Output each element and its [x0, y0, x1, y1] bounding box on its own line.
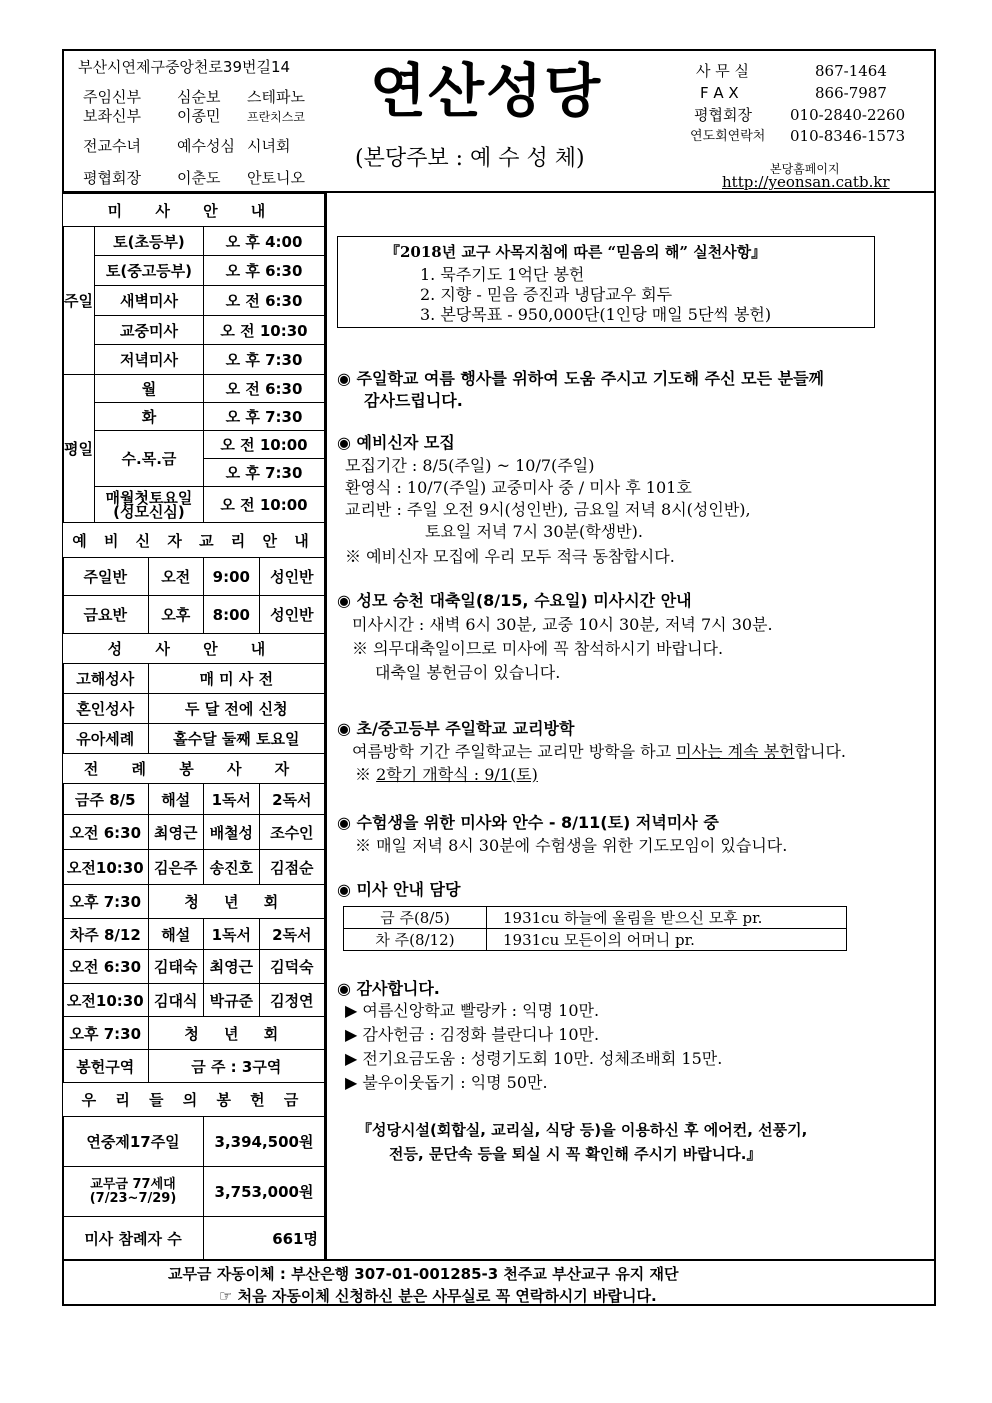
pastoral-title: 『2018년 교구 사목지침에 따른 “믿음의 해” 실천사항』 — [385, 243, 767, 261]
minister-cell: 청 년 회 — [148, 1017, 324, 1050]
minister-slot: 오전10:30 — [63, 984, 149, 1017]
minister-cell: 해설 — [148, 784, 203, 815]
staff-name: 이춘도 — [177, 169, 221, 187]
mass-guide-group: 1931cu 모든이의 어머니 pr. — [487, 929, 847, 951]
notice-vacation-line — [352, 743, 846, 761]
mass-name: 저녁미사 — [94, 345, 203, 375]
minister-cell: 김태숙 — [148, 950, 203, 984]
text-part: 여름방학 기간 주일학교는 교리만 방학을 하고 — [352, 742, 677, 761]
mass-name: 새벽미사 — [94, 286, 203, 316]
staff-role: 전교수녀 — [83, 137, 141, 155]
mass-guide-week: 차 주(8/12) — [344, 929, 487, 951]
staff-role: 보좌신부 — [83, 107, 141, 125]
class-time: 9:00 — [204, 558, 260, 596]
staff-name: 이종민 — [177, 107, 221, 125]
notice-thanks-title: ◉ 감사합니다. — [337, 979, 440, 998]
address: 부산시연제구중앙천로39번길14 — [78, 58, 291, 76]
notice-line: 교리반 : 주일 오전 9시(성인반), 금요일 저녁 8시(성인반), — [345, 500, 751, 519]
staff-name: 심순보 — [177, 88, 221, 106]
class-time: 8:00 — [204, 596, 260, 634]
minister-cell: 청 년 회 — [148, 885, 324, 919]
minister-cell: 김대식 — [148, 984, 203, 1017]
column-divider — [325, 193, 327, 1259]
minister-cell: 박규준 — [204, 984, 260, 1017]
offering-label: 미사 참례자 수 — [63, 1217, 204, 1261]
mass-guide-table — [343, 906, 847, 951]
minister-cell: 배철성 — [204, 815, 260, 850]
notice-line: ▶ 전기요금도움 : 성령기도회 10만. 성체조배회 15만. — [345, 1049, 723, 1068]
minister-cell: 김덕숙 — [259, 950, 324, 984]
minister-cell: 1독서 — [204, 784, 260, 815]
pastoral-item: 3. 본당목표 - 950,000단(1인당 매일 5단씩 봉헌) — [420, 305, 772, 324]
class-ampm: 오후 — [148, 596, 203, 634]
mass-name: 교중미사 — [94, 316, 203, 345]
class-group: 성인반 — [259, 558, 324, 596]
notice-exam-title: ◉ 수험생을 위한 미사와 안수 - 8/11(토) 저녁미사 중 — [337, 813, 719, 832]
class-name: 주일반 — [63, 558, 149, 596]
minister-cell: 최영근 — [148, 815, 203, 850]
sacrament-name: 유아세례 — [63, 724, 149, 754]
mass-time: 오 후 7:30 — [204, 459, 325, 487]
pastoral-item: 2. 지향 - 믿음 증진과 냉담교우 회두 — [420, 285, 673, 304]
notice-line: ※ 의무대축일이므로 미사에 꼭 참석하시기 바랍니다. — [352, 639, 724, 658]
weekday-label: 평일 — [63, 375, 95, 523]
closing-notice-2: 전등, 문단속 등을 퇴실 시 꼭 확인해 주시기 바랍니다.』 — [389, 1145, 762, 1163]
homepage-label: 본당홈페이지 — [770, 162, 840, 176]
notice-line: ▶ 감사헌금 : 김정화 블란디나 10만. — [345, 1025, 600, 1044]
text-part: 미사는 계속 봉헌 — [676, 742, 795, 761]
minister-cell: 김은주 — [148, 850, 203, 885]
minister-cell: 송진호 — [204, 850, 260, 885]
minister-slot: 금주 8/5 — [63, 784, 149, 815]
staff-role: 주임신부 — [83, 88, 141, 106]
contact-label: 사 무 실 — [696, 62, 750, 80]
staff-role: 평협회장 — [83, 169, 141, 187]
homepage-link[interactable]: http://yeonsan.catb.kr — [722, 173, 890, 191]
minister-slot: 오전 6:30 — [63, 950, 149, 984]
minister-slot: 오전 6:30 — [63, 815, 149, 850]
class-group: 성인반 — [259, 596, 324, 634]
contact-label: 연도회연락처 — [690, 129, 766, 144]
mass-time: 오 후 6:30 — [204, 256, 325, 286]
offering-label: 교무금 77세대 (7/23~7/29) — [63, 1167, 204, 1217]
notice-assumption-title: ◉ 성모 승천 대축일(8/15, 수요일) 미사시간 안내 — [337, 591, 692, 610]
mass-name: 토(중고등부) — [94, 256, 203, 286]
notice-catechumen-title: ◉ 예비신자 모집 — [337, 433, 455, 452]
notice-line: 환영식 : 10/7(주일) 교중미사 중 / 미사 후 101호 — [345, 478, 692, 497]
catechumen-title: 예 비 신 자 교 리 안 내 — [63, 523, 325, 558]
closing-notice: 『성당시설(회합실, 교리실, 식당 등)을 이용하신 후 에어컨, 선풍기, — [357, 1121, 808, 1139]
notice-mass-guide-title: ◉ 미사 안내 담당 — [337, 880, 461, 899]
sunday-label: 주일 — [63, 227, 95, 375]
notice-line: 대축일 봉헌금이 있습니다. — [375, 663, 561, 682]
notice-line: ▶ 불우이웃돕기 : 익명 50만. — [345, 1073, 548, 1092]
notice-line: 모집기간 : 8/5(주일) ~ 10/7(주일) — [345, 456, 595, 475]
class-ampm: 오전 — [148, 558, 203, 596]
contact-value: 010-8346-1573 — [790, 127, 906, 145]
mass-name: 토(초등부) — [94, 227, 203, 256]
notice-thanks-summer-2: 감사드립니다. — [364, 391, 463, 410]
offering-value: 661명 — [204, 1217, 325, 1261]
contact-value: 866-7987 — [815, 84, 887, 102]
minister-slot: 오전10:30 — [63, 850, 149, 885]
mass-time: 오 후 4:00 — [204, 227, 325, 256]
minister-cell: 김정연 — [259, 984, 324, 1017]
staff-title: 프란치스코 — [247, 110, 305, 124]
staff-title: 시녀회 — [247, 137, 291, 155]
mass-name: 화 — [94, 403, 203, 431]
mass-name: 매월첫토요일 (성모신심) — [94, 487, 203, 523]
mass-time: 오 후 7:30 — [204, 403, 325, 431]
notice-line: 미사시간 : 새벽 6시 30분, 교중 10시 30분, 저녁 7시 30분. — [352, 615, 773, 634]
sacraments-title: 성 사 안 내 — [63, 634, 325, 664]
notice-line: 토요일 저녁 7시 30분(학생반). — [425, 522, 643, 541]
ministers-title: 전 례 봉 사 자 — [63, 754, 325, 784]
minister-slot: 봉헌구역 — [63, 1050, 149, 1083]
patron: (본당주보 : 예 수 성 체) — [355, 146, 585, 171]
mass-guide-group: 1931cu 하늘에 올림을 받으신 모후 pr. — [487, 907, 847, 929]
offering-label: 연중제17주일 — [63, 1117, 204, 1167]
notice-line: ※ 예비신자 모집에 우리 모두 적극 동참합시다. — [345, 547, 675, 566]
sacrament-info: 홀수달 둘째 토요일 — [148, 724, 324, 754]
contact-value: 010-2840-2260 — [790, 106, 906, 124]
minister-cell: 2독서 — [259, 919, 324, 950]
minister-cell: 조수인 — [259, 815, 324, 850]
minister-cell: 2독서 — [259, 784, 324, 815]
minister-cell: 최영근 — [204, 950, 260, 984]
mass-time: 오 전 6:30 — [204, 375, 325, 403]
contact-label: 평협회장 — [694, 106, 752, 124]
offering-title: 우 리 들 의 봉 헌 금 — [63, 1083, 325, 1117]
contact-label: F A X — [700, 84, 739, 102]
sacrament-name: 혼인성사 — [63, 694, 149, 724]
offering-value: 3,394,500원 — [204, 1117, 325, 1167]
mass-time: 오 전 6:30 — [204, 286, 325, 316]
staff-name: 예수성심 — [177, 137, 235, 155]
mass-time: 오 전 10:30 — [204, 316, 325, 345]
minister-cell: 김점순 — [259, 850, 324, 885]
mass-name: 월 — [94, 375, 203, 403]
sacrament-name: 고해성사 — [63, 664, 149, 694]
minister-slot: 차주 8/12 — [63, 919, 149, 950]
class-name: 금요반 — [63, 596, 149, 634]
sacrament-info: 두 달 전에 신청 — [148, 694, 324, 724]
sidebar-table — [62, 193, 325, 1261]
minister-cell: 금 주 : 3구역 — [148, 1050, 324, 1083]
mass-time: 오 전 10:00 — [204, 431, 325, 459]
minister-slot: 오후 7:30 — [63, 1017, 149, 1050]
minister-cell: 1독서 — [204, 919, 260, 950]
church-name: 연산성당 — [370, 57, 603, 125]
offering-value: 3,753,000원 — [204, 1167, 325, 1217]
text-part: ※ — [355, 765, 377, 784]
mass-time: 오 전 10:00 — [204, 487, 325, 523]
notice-vacation-title: ◉ 초/중고등부 주일학교 교리방학 — [337, 719, 575, 738]
mass-time: 오 후 7:30 — [204, 345, 325, 375]
contact-value: 867-1464 — [815, 62, 887, 80]
notice-vacation-line — [355, 766, 538, 784]
footer-note: ☞ 처음 자동이체 신청하신 분은 사무실로 꼭 연락하시기 바랍니다. — [219, 1287, 657, 1305]
staff-title: 스테파노 — [247, 88, 305, 106]
mass-guide-title: 미 사 안 내 — [63, 194, 325, 227]
notice-line: ▶ 여름신앙학교 빨랑카 : 익명 10만. — [345, 1001, 600, 1020]
text-part: 2학기 개학식 : 9/1(토) — [376, 765, 538, 784]
minister-slot: 오후 7:30 — [63, 885, 149, 919]
text-part: 합니다. — [794, 742, 847, 761]
sacrament-info: 매 미 사 전 — [148, 664, 324, 694]
notice-line: ※ 매일 저녁 8시 30분에 수험생을 위한 기도모임이 있습니다. — [355, 836, 788, 855]
staff-title: 안토니오 — [247, 169, 305, 187]
mass-guide-week: 금 주(8/5) — [344, 907, 487, 929]
mass-name: 수.목.금 — [94, 431, 203, 487]
minister-cell: 해설 — [148, 919, 203, 950]
pastoral-item: 1. 묵주기도 1억단 봉헌 — [420, 265, 585, 284]
notice-thanks-summer: ◉ 주일학교 여름 행사를 위하여 도움 주시고 기도해 주신 모든 분들께 — [337, 369, 824, 388]
footer-autopay: 교무금 자동이체 : 부산은행 307-01-001285-3 천주교 부산교구 유지 재단 — [168, 1265, 679, 1283]
